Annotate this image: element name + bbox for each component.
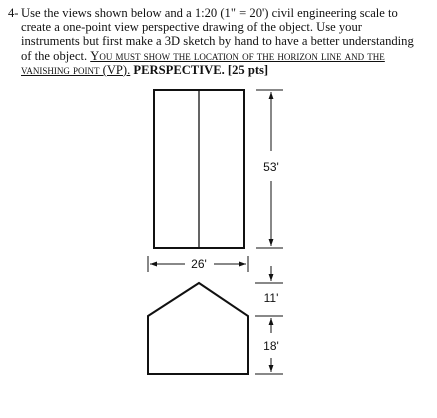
question-line-1: Use the views shown below and a 1:20 (1" = 20') civil engineering scale to bbox=[21, 6, 398, 20]
dimension-label-26: 26' bbox=[191, 257, 207, 271]
dimension-26 bbox=[148, 256, 248, 272]
top-view bbox=[154, 90, 244, 248]
dimension-label-53: 53' bbox=[263, 160, 279, 174]
question-line-4-text: of the object. bbox=[21, 48, 91, 63]
dimension-11-18 bbox=[255, 266, 283, 374]
question-number: 4- bbox=[8, 6, 19, 20]
front-view-outline bbox=[148, 283, 248, 374]
front-view bbox=[148, 283, 248, 374]
perspective-points: PERSPECTIVE. [25 pts] bbox=[130, 62, 269, 77]
vanishing-point-instruction: vanishing point (VP). bbox=[21, 62, 131, 77]
dimension-53 bbox=[256, 90, 283, 248]
dimension-label-18: 18' bbox=[263, 339, 279, 353]
horizon-line-instruction: You must show the location of the horizon line and the bbox=[90, 48, 385, 63]
question-line-2: create a one-point view perspective drawing of the object. Use your bbox=[21, 20, 362, 35]
question-line-3: instruments but first make a 3D sketch by hand to have a better understanding bbox=[21, 34, 414, 49]
dimension-label-11: 11' bbox=[263, 291, 279, 305]
